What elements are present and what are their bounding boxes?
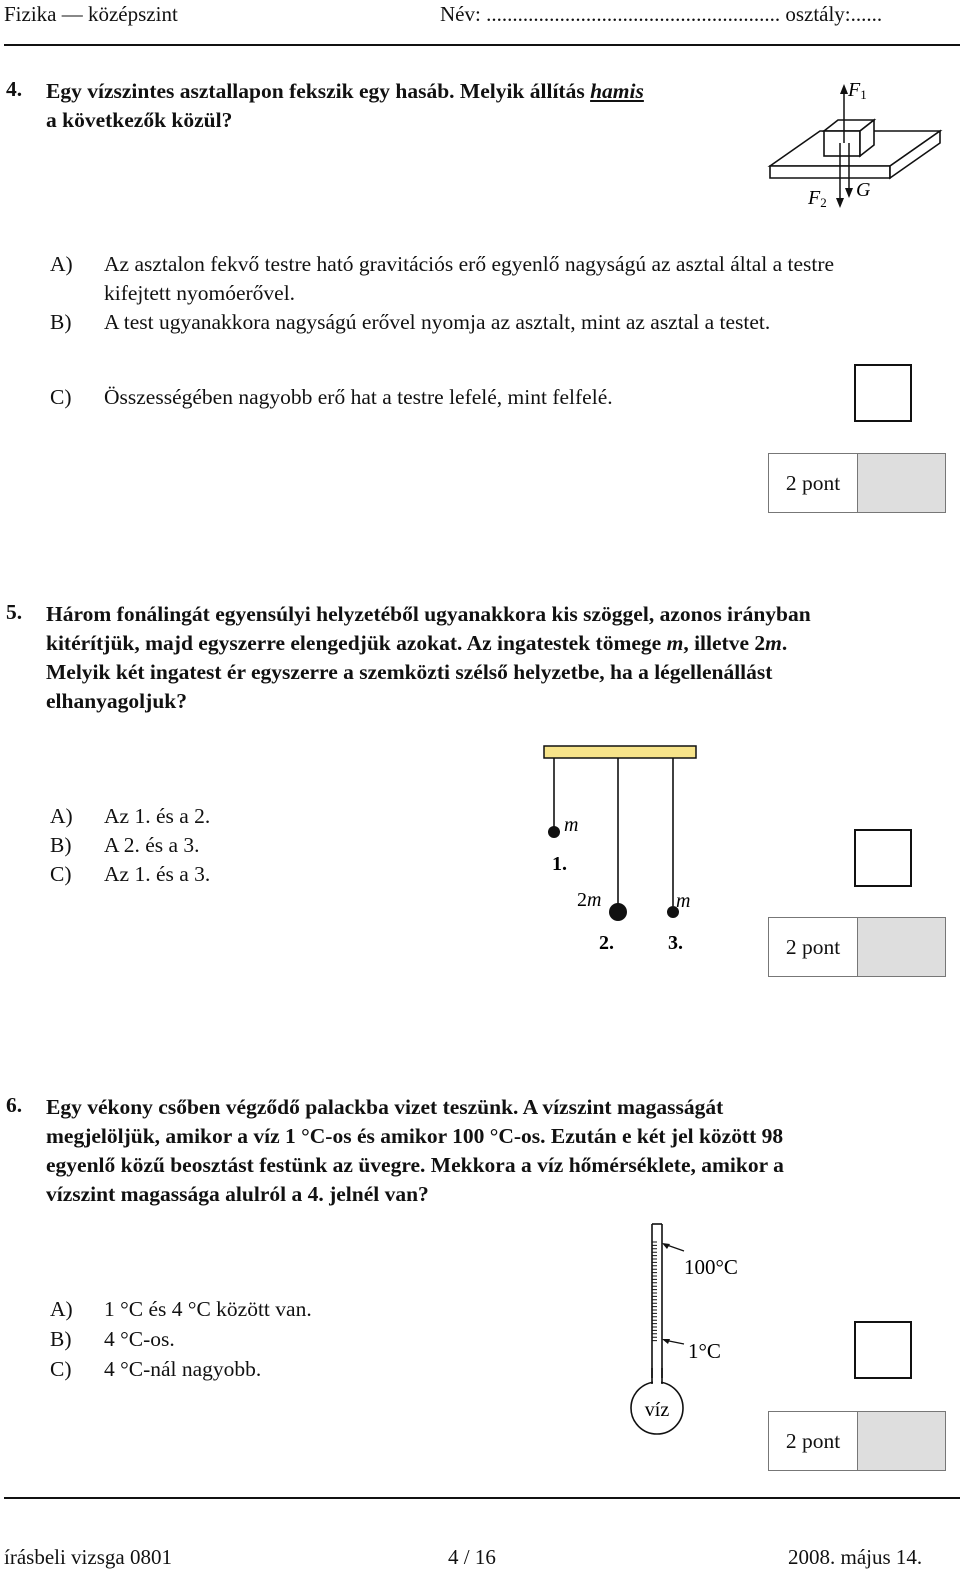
- footer-rule: [4, 1497, 960, 1499]
- pendulum-1-number: 1.: [552, 853, 567, 875]
- q4-score-label: 2 pont: [769, 454, 858, 512]
- q5-option-a-text: Az 1. és a 2.: [104, 804, 211, 828]
- pendulum-3-mass: m: [676, 890, 691, 912]
- q6-figure-bottle-with-scale: [610, 1218, 790, 1438]
- f2-label: F2: [808, 187, 827, 210]
- g-label: G: [856, 179, 871, 201]
- q6-score-box: [768, 1411, 946, 1471]
- q4-answer-box[interactable]: [854, 364, 912, 422]
- q5-option-a: [50, 802, 210, 831]
- q5-option-b: [50, 831, 200, 860]
- q4-figure-block-on-table: [760, 76, 960, 226]
- q4-question-line1: Egy vízszintes asztallapon fekszik egy hasáb. Melyik állítás: [46, 79, 591, 103]
- q5-score-box: [768, 917, 946, 977]
- q5-line2: kitérítjük, majd egyszerre elengedjük azokat. Az ingatestek tömege: [46, 631, 667, 655]
- table-front: [770, 166, 890, 178]
- q6-line1: Egy vékony csőben végződő palackba vizet teszünk. A vízszint magasságát: [46, 1095, 724, 1119]
- q4-option-a-label: A): [50, 252, 73, 276]
- q4-question-line2: a következők közül?: [46, 108, 233, 132]
- q5-option-a-label: A): [50, 804, 73, 828]
- q4-option-a-text: Az asztalon fekvő testre ható gravitációs erő egyenlő nagyságú az asztal által a testre kifejtett nyomóerővel.: [104, 252, 835, 305]
- q4-score-field[interactable]: [858, 454, 945, 512]
- footer-exam: írásbeli vizsga 0801: [4, 1545, 172, 1569]
- q6-score-field[interactable]: [858, 1412, 945, 1470]
- q4-option-a: [50, 250, 840, 308]
- q5-mass-m: m: [666, 631, 684, 655]
- q5-answer-box[interactable]: [854, 829, 912, 887]
- bulb-neck-mask: [653, 1368, 661, 1388]
- pendulum-1-mass: m: [564, 814, 579, 836]
- pointer-100-head: [662, 1243, 670, 1249]
- q4-option-b-text: A test ugyanakkora nagyságú erővel nyomja az asztalt, mint az asztal a testet.: [104, 310, 771, 334]
- q6-option-b-text: 4 °C-os.: [104, 1327, 175, 1351]
- pendulum-1-bob: [548, 826, 560, 838]
- q6-line3: egyenlő közű beosztást festünk az üvegre. Mekkora a víz hőmérséklete, amikor a: [46, 1153, 784, 1177]
- f1-label: F1: [848, 79, 867, 102]
- q6-option-c: [50, 1355, 261, 1384]
- q6-score-label: 2 pont: [769, 1412, 858, 1470]
- header-name-class: Név: ........................................................ osztály:......: [440, 2, 883, 26]
- q5-line4: elhanyagoljuk?: [46, 689, 187, 713]
- q5-option-c-text: Az 1. és a 3.: [104, 862, 211, 886]
- q6-line4: vízszint magassága alulról a 4. jelnél van?: [46, 1182, 429, 1206]
- q6-option-a-label: A): [50, 1297, 73, 1321]
- q6-option-c-text: 4 °C-nál nagyobb.: [104, 1357, 262, 1381]
- q4-option-b: [50, 308, 840, 337]
- q4-option-c-text: Összességében nagyobb erő hat a testre lefelé, mint felfelé.: [104, 385, 613, 409]
- f2-arrow-head: [836, 198, 844, 208]
- q4-option-b-label: B): [50, 310, 72, 334]
- bulb-label: víz: [644, 1399, 670, 1421]
- q6-answer-box[interactable]: [854, 1321, 912, 1379]
- q5-mass-2m: m: [765, 631, 782, 655]
- pendulum-3-number: 3.: [668, 932, 683, 954]
- footer-page-number: 4 / 16: [448, 1545, 496, 1569]
- pendulum-2-number: 2.: [599, 932, 614, 954]
- pendulum-2-mass: 2m: [577, 889, 602, 911]
- q4-number: 4.: [6, 77, 23, 101]
- q6-line2: megjelöljük, amikor a víz 1 °C-os és amikor 100 °C-os. Ezután e két jel között 98: [46, 1124, 784, 1148]
- q5-option-b-label: B): [50, 833, 72, 857]
- q6-option-b-label: B): [50, 1327, 72, 1351]
- q5-line1: Három fonálingát egyensúlyi helyzetéből ugyanakkora kis szöggel, azonos irányban: [46, 602, 811, 626]
- q6-option-c-label: C): [50, 1357, 72, 1381]
- q5-figure-pendulums: [530, 740, 730, 960]
- q5-score-field[interactable]: [858, 918, 945, 976]
- footer-date: 2008. május 14.: [788, 1545, 923, 1569]
- header-rule: [4, 44, 960, 46]
- q6-option-b: [50, 1325, 175, 1354]
- q4-question: [46, 77, 644, 135]
- q4-option-c-label: C): [50, 385, 72, 409]
- q5-question: [46, 600, 811, 716]
- block-front: [824, 131, 860, 156]
- q6-option-a: [50, 1295, 312, 1324]
- q6-question: [46, 1093, 784, 1209]
- label-100c: 100°C: [684, 1255, 738, 1279]
- label-1c: 1°C: [688, 1339, 721, 1363]
- q4-hamis: hamis: [590, 79, 644, 103]
- q5-option-b-text: A 2. és a 3.: [104, 833, 200, 857]
- q5-number: 5.: [6, 600, 23, 624]
- q6-number: 6.: [6, 1093, 23, 1117]
- q4-option-c: [50, 383, 613, 412]
- pendulum-2-bob: [609, 903, 627, 921]
- q5-option-c: [50, 860, 210, 889]
- q5-score-label: 2 pont: [769, 918, 858, 976]
- q5-option-c-label: C): [50, 862, 72, 886]
- q6-option-a-text: 1 °C és 4 °C között van.: [104, 1297, 312, 1321]
- q4-score-box: [768, 453, 946, 513]
- q5-line2-mid: , illetve 2: [683, 631, 766, 655]
- q5-line3: Melyik két ingatest ér egyszerre a szemközti szélső helyzetbe, ha a légellenállást: [46, 660, 773, 684]
- q5-line2-end: .: [781, 631, 788, 655]
- header-subject: Fizika — középszint: [4, 2, 178, 26]
- pendulum-support-bar: [544, 746, 696, 758]
- pointer-1-head: [662, 1339, 670, 1344]
- g-arrow-head: [845, 188, 853, 198]
- f1-arrow-head: [840, 84, 848, 94]
